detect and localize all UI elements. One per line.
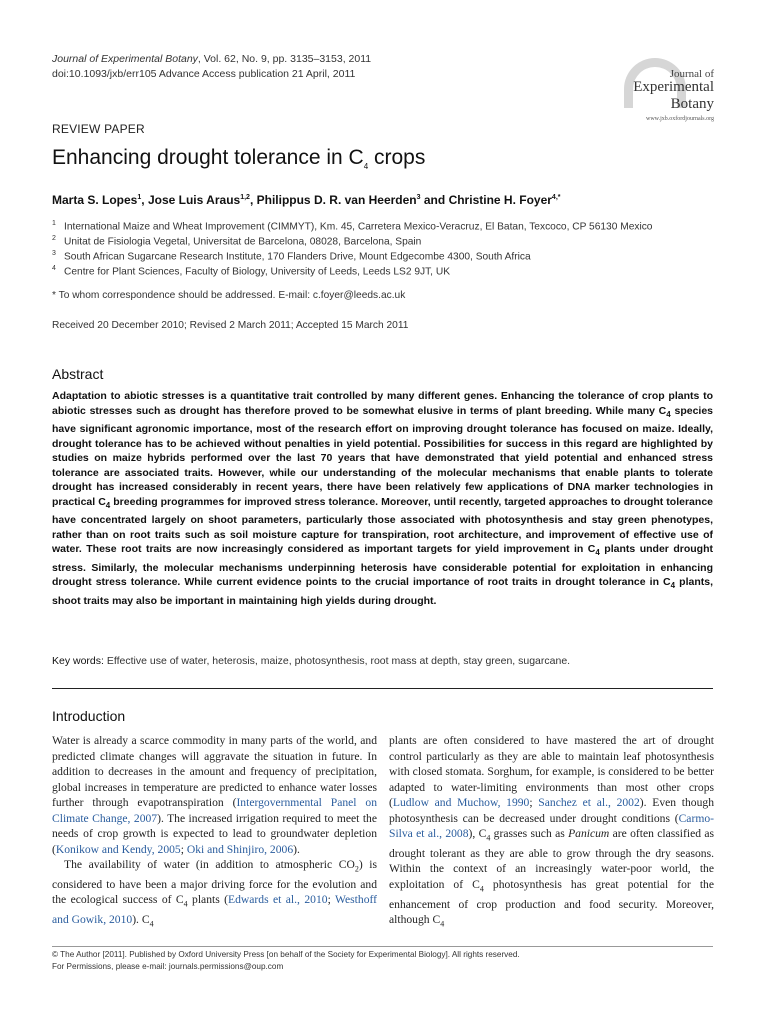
citation-link[interactable]: Sanchez et al., 2002 — [538, 796, 640, 809]
author[interactable]: Christine H. Foyer$^{4,*}$ — [448, 193, 561, 207]
paragraph: Water is already a scarce commodity in many parts of the world, and predicted climate changes will aggravate the situation in future. In addition to decreases in the amount and frequency of precipitation, global increases in temperature are predicted to enhance water losses further through evapotranspiration (Intergovernmental Panel on Climate Change, 2007). The increased irrigation required to meet the needs of crop growth is expected to lead to groundwater depletion (Konikow and Kendy, 2005; Oki and Shinjiro, 2006). — [52, 734, 377, 856]
citation-link[interactable]: Carmo-Silva et al., 2008 — [389, 811, 714, 840]
logo-line1: Journal of — [669, 68, 714, 80]
footer-divider — [52, 946, 713, 947]
paragraph: plants are often considered to have mastered the art of drought control particularly as they are able to maintain leaf photosynthesis with closed stomata. Sorghum, for example, is considered to be better adapted to water-limiting environments than most other crops (Ludlow and Muchow, 1990; Sanchez et al., 2002). Even though photosynthesis can be decreased under drought conditions (Carmo-Silva et al., 2008), $C_4$ grasses such as Panicum are often classified as drought tolerant as they are able to grow through the dry seasons. Within the context of an increasingly water-poor world, the exploitation of $C_4$ photosynthesis has great potential for the enhancement of crop production and food security. Moreover, although $C_4$ — [389, 734, 714, 929]
text-column-left — [52, 733, 377, 932]
introduction-heading: Introduction — [52, 708, 126, 724]
article-title: Enhancing drought tolerance in $C_4$ crops — [52, 146, 426, 172]
affiliation: 1 International Maize and Wheat Improvement (CIMMYT), Km. 45, Carretera Mexico-Veracruz, El Batan, Texcoco, CP 56130 Mexico — [52, 220, 653, 233]
logo-url[interactable]: www.jxb.oxfordjournals.org — [646, 116, 714, 122]
keywords-text: Effective use of water, heterosis, maize, photosynthesis, root mass at depth, stay green, sugarcane. — [106, 655, 571, 667]
journal-name: Journal of Experimental Botany — [52, 53, 198, 65]
citation-link[interactable]: Intergovernmental Panel on Climate Change, 2007 — [52, 796, 377, 825]
citation-link[interactable]: Westhoff and Gowik, 2010 — [52, 893, 377, 927]
logo-line3: Botany — [670, 96, 714, 112]
citation-link[interactable]: Oki and Shinjiro, 2006 — [186, 842, 294, 856]
citation-link[interactable]: Edwards et al., 2010 — [228, 893, 328, 907]
journal-logo — [600, 58, 720, 128]
author[interactable]: Jose Luis Araus$^{1,2}$ — [147, 193, 250, 207]
paragraph: The availability of water (in addition to atmospheric $CO_2$) is considered to have been a major driving force for the evolution and the ecological success of $C_4$ plants (Edwards et al., 2010; Westhoff and Gowik, 2010). $C_4$ — [52, 858, 377, 929]
logo-line2: Experimental — [633, 79, 714, 95]
abstract-body: Adaptation to abiotic stresses is a quantitative trait controlled by many different genes. Enhancing the tolerance of crop plants to abiotic stresses such as drought has therefore proved to be somewhat elusive in terms of plant breeding. While many $C_4$ species have significant agronomic importance, most of the research effort on improving drought tolerance has focused on maize. Ideally, drought tolerance has to be achieved without penalties in yield potential. Possibilities for success in this regard are highlighted by studies on maize hybrids performed over the last 70 years that have demonstrated that yield potential and enhanced stress tolerance are associated traits. However, while our understanding of the molecular mechanisms that enable plants to tolerate drought has increased considerably in recent years, there have been relatively few applications of DNA marker technologies in practical $C_4$ breeding programmes for improved stress tolerance. Moreover, until recently, targeted approaches to drought tolerance have concentrated largely on shoot parameters, particularly those associated with photosynthesis and stay green phenotypes, rather than on root traits such as soil moisture capture for transpiration, root architecture, and improvement of effective use of water. These root traits are now increasingly considered as important targets for yield improvement in $C_4$ plants under drought stress. Similarly, the molecular mechanisms underpinning heterosis have considerable potential for exploitation in enhancing drought stress tolerance. While current evidence points to the crucial importance of root traits in drought tolerance in $C_4$ plants, shoot traits may also be important in maintaining high yields during drought. — [52, 390, 714, 607]
journal-citation — [52, 52, 371, 82]
author-list: Marta S. Lopes$^1$, Jose Luis Araus$^{1,2}$, Philippus D. R. van Heerden$^3$ and Christine H. Foyer$^{4,*}$ — [52, 193, 561, 207]
section-divider — [52, 688, 713, 689]
author[interactable]: Philippus D. R. van Heerden$^3$ — [256, 193, 421, 207]
article-dates: Received 20 December 2010; Revised 2 March 2011; Accepted 15 March 2011 — [52, 320, 409, 331]
keywords-label: Key words: — [52, 655, 104, 667]
abstract-heading: Abstract — [52, 366, 104, 382]
correspondence: * To whom correspondence should be addressed. E-mail: c.foyer@leeds.ac.uk — [52, 290, 406, 301]
affiliation: 3 South African Sugarcane Research Institute, 170 Flanders Drive, Mount Edgecombe 4300, South Africa — [52, 250, 531, 263]
article-type: REVIEW PAPER — [52, 122, 145, 136]
permissions-line: For Permissions, please e-mail: journals.permissions@oup.com — [52, 962, 284, 971]
copyright-footer — [52, 949, 520, 973]
author[interactable]: Marta S. Lopes$^1$ — [52, 193, 142, 207]
journal-volume: , Vol. 62, No. 9, pp. 3135–3153, 2011 — [197, 53, 372, 65]
affiliation: 2 Unitat de Fisiologia Vegetal, Universitat de Barcelona, 08028, Barcelona, Spain — [52, 235, 422, 248]
affiliation: 4 Centre for Plant Sciences, Faculty of Biology, University of Leeds, Leeds LS2 9JT, UK — [52, 265, 450, 278]
citation-link[interactable]: Konikow and Kendy, 2005 — [55, 842, 181, 856]
text-column-right — [389, 733, 714, 932]
doi-line: doi:10.1093/jxb/err105 Advance Access publication 21 April, 2011 — [52, 68, 356, 80]
keywords — [52, 655, 570, 667]
copyright-line: © The Author [2011]. Published by Oxford University Press [on behalf of the Society for Experimental Biology]. All rights reserved. — [52, 950, 520, 959]
citation-link[interactable]: Ludlow and Muchow, 1990 — [392, 796, 530, 809]
